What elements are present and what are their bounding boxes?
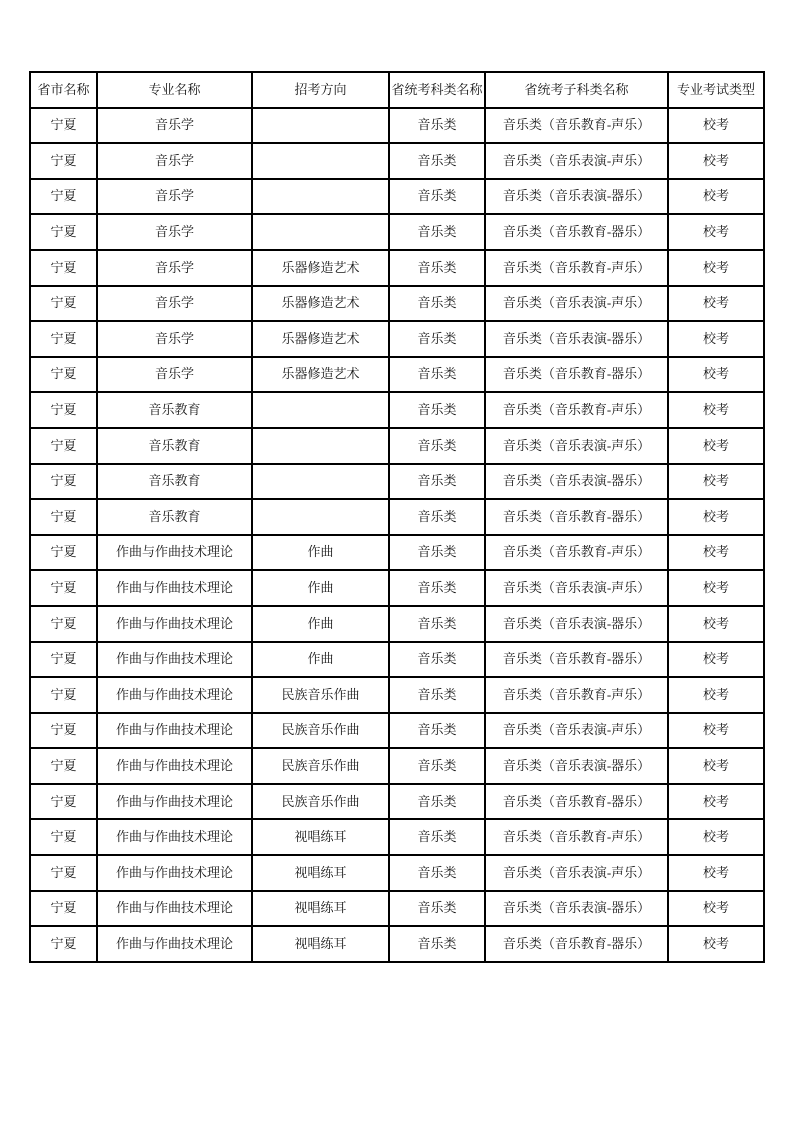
cell-category: 音乐类: [389, 926, 485, 962]
cell-category: 音乐类: [389, 570, 485, 606]
header-cell-subcategory: 省统考子科类名称: [485, 72, 668, 108]
cell-category: 音乐类: [389, 677, 485, 713]
cell-province: 宁夏: [30, 784, 97, 820]
cell-category: 音乐类: [389, 428, 485, 464]
cell-category: 音乐类: [389, 784, 485, 820]
cell-subcategory: 音乐类（音乐表演-器乐）: [485, 748, 668, 784]
cell-province: 宁夏: [30, 570, 97, 606]
cell-subcategory: 音乐类（音乐教育-声乐）: [485, 392, 668, 428]
header-cell-exam-type: 专业考试类型: [668, 72, 764, 108]
cell-province: 宁夏: [30, 748, 97, 784]
cell-province: 宁夏: [30, 108, 97, 144]
cell-direction: 作曲: [252, 535, 389, 571]
cell-subcategory: 音乐类（音乐教育-器乐）: [485, 499, 668, 535]
cell-category: 音乐类: [389, 321, 485, 357]
cell-direction: 乐器修造艺术: [252, 286, 389, 322]
cell-province: 宁夏: [30, 677, 97, 713]
cell-major: 作曲与作曲技术理论: [97, 819, 252, 855]
cell-major: 音乐教育: [97, 428, 252, 464]
cell-category: 音乐类: [389, 214, 485, 250]
cell-exam-type: 校考: [668, 606, 764, 642]
cell-province: 宁夏: [30, 428, 97, 464]
header-cell-category: 省统考科类名称: [389, 72, 485, 108]
cell-province: 宁夏: [30, 143, 97, 179]
cell-major: 音乐学: [97, 321, 252, 357]
table-row: [30, 570, 764, 606]
cell-direction: 乐器修造艺术: [252, 321, 389, 357]
cell-exam-type: 校考: [668, 179, 764, 215]
cell-direction: 视唱练耳: [252, 819, 389, 855]
header-cell-major: 专业名称: [97, 72, 252, 108]
cell-direction: [252, 428, 389, 464]
exam-category-table: [29, 71, 765, 963]
cell-category: 音乐类: [389, 392, 485, 428]
cell-category: 音乐类: [389, 464, 485, 500]
cell-major: 音乐学: [97, 179, 252, 215]
cell-exam-type: 校考: [668, 535, 764, 571]
table-row: [30, 108, 764, 144]
cell-exam-type: 校考: [668, 784, 764, 820]
cell-exam-type: 校考: [668, 214, 764, 250]
cell-major: 音乐教育: [97, 464, 252, 500]
cell-category: 音乐类: [389, 535, 485, 571]
cell-category: 音乐类: [389, 642, 485, 678]
cell-province: 宁夏: [30, 321, 97, 357]
cell-province: 宁夏: [30, 926, 97, 962]
cell-category: 音乐类: [389, 819, 485, 855]
cell-major: 音乐学: [97, 214, 252, 250]
table-row: [30, 392, 764, 428]
cell-direction: 作曲: [252, 570, 389, 606]
cell-category: 音乐类: [389, 108, 485, 144]
cell-province: 宁夏: [30, 357, 97, 393]
cell-exam-type: 校考: [668, 392, 764, 428]
table-row: [30, 214, 764, 250]
cell-major: 作曲与作曲技术理论: [97, 891, 252, 927]
table-row: [30, 606, 764, 642]
cell-category: 音乐类: [389, 250, 485, 286]
table-row: [30, 748, 764, 784]
cell-major: 音乐学: [97, 286, 252, 322]
cell-major: 音乐学: [97, 108, 252, 144]
cell-subcategory: 音乐类（音乐表演-声乐）: [485, 855, 668, 891]
cell-province: 宁夏: [30, 891, 97, 927]
cell-subcategory: 音乐类（音乐教育-器乐）: [485, 926, 668, 962]
cell-province: 宁夏: [30, 606, 97, 642]
cell-category: 音乐类: [389, 748, 485, 784]
cell-category: 音乐类: [389, 713, 485, 749]
table-header: [30, 72, 764, 108]
table-row: [30, 321, 764, 357]
table-row: [30, 677, 764, 713]
cell-province: 宁夏: [30, 819, 97, 855]
cell-subcategory: 音乐类（音乐教育-器乐）: [485, 642, 668, 678]
cell-direction: [252, 464, 389, 500]
cell-subcategory: 音乐类（音乐教育-器乐）: [485, 357, 668, 393]
table-row: [30, 179, 764, 215]
cell-subcategory: 音乐类（音乐教育-器乐）: [485, 784, 668, 820]
cell-direction: 视唱练耳: [252, 855, 389, 891]
cell-province: 宁夏: [30, 286, 97, 322]
cell-category: 音乐类: [389, 286, 485, 322]
cell-exam-type: 校考: [668, 926, 764, 962]
cell-major: 音乐教育: [97, 392, 252, 428]
cell-direction: 民族音乐作曲: [252, 784, 389, 820]
cell-exam-type: 校考: [668, 855, 764, 891]
cell-exam-type: 校考: [668, 891, 764, 927]
cell-direction: 民族音乐作曲: [252, 748, 389, 784]
cell-major: 作曲与作曲技术理论: [97, 606, 252, 642]
cell-province: 宁夏: [30, 535, 97, 571]
cell-major: 作曲与作曲技术理论: [97, 713, 252, 749]
cell-major: 作曲与作曲技术理论: [97, 855, 252, 891]
cell-direction: 乐器修造艺术: [252, 250, 389, 286]
header-cell-direction: 招考方向: [252, 72, 389, 108]
cell-subcategory: 音乐类（音乐表演-声乐）: [485, 286, 668, 322]
cell-direction: 乐器修造艺术: [252, 357, 389, 393]
cell-province: 宁夏: [30, 499, 97, 535]
cell-major: 作曲与作曲技术理论: [97, 535, 252, 571]
cell-subcategory: 音乐类（音乐表演-器乐）: [485, 891, 668, 927]
cell-subcategory: 音乐类（音乐表演-器乐）: [485, 606, 668, 642]
table-row: [30, 891, 764, 927]
table-row: [30, 713, 764, 749]
cell-subcategory: 音乐类（音乐表演-器乐）: [485, 321, 668, 357]
table-row: [30, 428, 764, 464]
header-cell-province: 省市名称: [30, 72, 97, 108]
cell-direction: 作曲: [252, 642, 389, 678]
cell-exam-type: 校考: [668, 108, 764, 144]
cell-direction: 视唱练耳: [252, 926, 389, 962]
table-header-row: [30, 72, 764, 108]
cell-subcategory: 音乐类（音乐表演-器乐）: [485, 179, 668, 215]
cell-exam-type: 校考: [668, 321, 764, 357]
cell-major: 音乐学: [97, 250, 252, 286]
cell-direction: 民族音乐作曲: [252, 713, 389, 749]
cell-exam-type: 校考: [668, 250, 764, 286]
cell-direction: [252, 108, 389, 144]
table-row: [30, 819, 764, 855]
cell-subcategory: 音乐类（音乐表演-声乐）: [485, 143, 668, 179]
cell-subcategory: 音乐类（音乐表演-声乐）: [485, 428, 668, 464]
cell-exam-type: 校考: [668, 464, 764, 500]
cell-major: 作曲与作曲技术理论: [97, 784, 252, 820]
cell-direction: [252, 214, 389, 250]
cell-direction: [252, 143, 389, 179]
cell-category: 音乐类: [389, 179, 485, 215]
cell-major: 作曲与作曲技术理论: [97, 926, 252, 962]
cell-major: 音乐学: [97, 357, 252, 393]
cell-province: 宁夏: [30, 214, 97, 250]
cell-direction: 民族音乐作曲: [252, 677, 389, 713]
cell-category: 音乐类: [389, 606, 485, 642]
cell-direction: 视唱练耳: [252, 891, 389, 927]
cell-major: 音乐学: [97, 143, 252, 179]
table-row: [30, 499, 764, 535]
cell-subcategory: 音乐类（音乐教育-声乐）: [485, 819, 668, 855]
cell-major: 作曲与作曲技术理论: [97, 570, 252, 606]
table-body: [30, 108, 764, 962]
cell-exam-type: 校考: [668, 748, 764, 784]
cell-province: 宁夏: [30, 392, 97, 428]
cell-exam-type: 校考: [668, 143, 764, 179]
cell-category: 音乐类: [389, 499, 485, 535]
cell-category: 音乐类: [389, 143, 485, 179]
cell-direction: [252, 392, 389, 428]
cell-direction: [252, 179, 389, 215]
cell-province: 宁夏: [30, 250, 97, 286]
table-row: [30, 855, 764, 891]
cell-province: 宁夏: [30, 713, 97, 749]
cell-subcategory: 音乐类（音乐教育-声乐）: [485, 535, 668, 571]
table-row: [30, 250, 764, 286]
cell-exam-type: 校考: [668, 357, 764, 393]
cell-direction: 作曲: [252, 606, 389, 642]
cell-exam-type: 校考: [668, 286, 764, 322]
table-row: [30, 784, 764, 820]
cell-subcategory: 音乐类（音乐表演-器乐）: [485, 464, 668, 500]
cell-province: 宁夏: [30, 855, 97, 891]
cell-category: 音乐类: [389, 855, 485, 891]
cell-exam-type: 校考: [668, 819, 764, 855]
table-row: [30, 642, 764, 678]
cell-province: 宁夏: [30, 464, 97, 500]
cell-exam-type: 校考: [668, 570, 764, 606]
cell-subcategory: 音乐类（音乐教育-声乐）: [485, 108, 668, 144]
cell-subcategory: 音乐类（音乐表演-声乐）: [485, 713, 668, 749]
table-row: [30, 464, 764, 500]
table-row: [30, 143, 764, 179]
cell-category: 音乐类: [389, 891, 485, 927]
table-row: [30, 286, 764, 322]
cell-major: 作曲与作曲技术理论: [97, 677, 252, 713]
cell-exam-type: 校考: [668, 499, 764, 535]
cell-subcategory: 音乐类（音乐教育-器乐）: [485, 214, 668, 250]
cell-major: 作曲与作曲技术理论: [97, 748, 252, 784]
cell-province: 宁夏: [30, 179, 97, 215]
cell-exam-type: 校考: [668, 642, 764, 678]
cell-exam-type: 校考: [668, 428, 764, 464]
cell-subcategory: 音乐类（音乐教育-声乐）: [485, 250, 668, 286]
cell-subcategory: 音乐类（音乐表演-声乐）: [485, 570, 668, 606]
cell-major: 音乐教育: [97, 499, 252, 535]
cell-direction: [252, 499, 389, 535]
table-row: [30, 926, 764, 962]
cell-province: 宁夏: [30, 642, 97, 678]
cell-category: 音乐类: [389, 357, 485, 393]
table-row: [30, 357, 764, 393]
cell-exam-type: 校考: [668, 677, 764, 713]
table-row: [30, 535, 764, 571]
cell-subcategory: 音乐类（音乐教育-声乐）: [485, 677, 668, 713]
cell-exam-type: 校考: [668, 713, 764, 749]
cell-major: 作曲与作曲技术理论: [97, 642, 252, 678]
